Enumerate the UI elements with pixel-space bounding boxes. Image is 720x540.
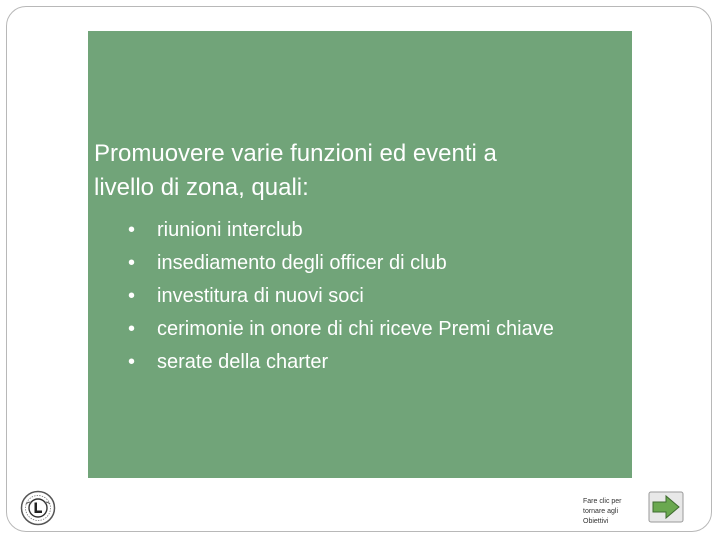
bullet-dot: • <box>128 219 136 241</box>
heading-line-1: Promuovere varie funzioni ed eventi a <box>94 140 497 167</box>
next-arrow-icon <box>648 491 684 523</box>
lions-club-logo-icon <box>20 490 56 526</box>
back-to-objectives-note <box>583 497 643 527</box>
heading-line-2: livello di zona, quali: <box>94 174 309 201</box>
bullet-dot: • <box>128 285 136 307</box>
content-panel <box>88 31 632 478</box>
slide-heading <box>94 137 614 205</box>
back-note-line-3: Obiettivi <box>583 518 609 525</box>
bullet-dot: • <box>128 351 136 373</box>
list-item-text: cerimonie in onore di chi riceve Premi chiave <box>157 318 554 340</box>
back-note-line-2: tornare agli <box>583 508 619 515</box>
list-item-text: riunioni interclub <box>157 219 303 241</box>
list-item <box>128 313 598 346</box>
bullet-dot: • <box>128 318 136 340</box>
list-item-text: investitura di nuovi soci <box>157 285 364 307</box>
list-item-text: serate della charter <box>157 351 329 373</box>
next-arrow-button[interactable] <box>648 491 684 523</box>
bullet-dot: • <box>128 252 136 274</box>
event-list <box>128 214 598 379</box>
list-item <box>128 280 598 313</box>
list-item-text: insediamento degli officer di club <box>157 252 447 274</box>
list-item <box>128 214 598 247</box>
back-note-line-1: Fare clic per <box>583 498 622 505</box>
list-item <box>128 247 598 280</box>
list-item <box>128 346 598 379</box>
